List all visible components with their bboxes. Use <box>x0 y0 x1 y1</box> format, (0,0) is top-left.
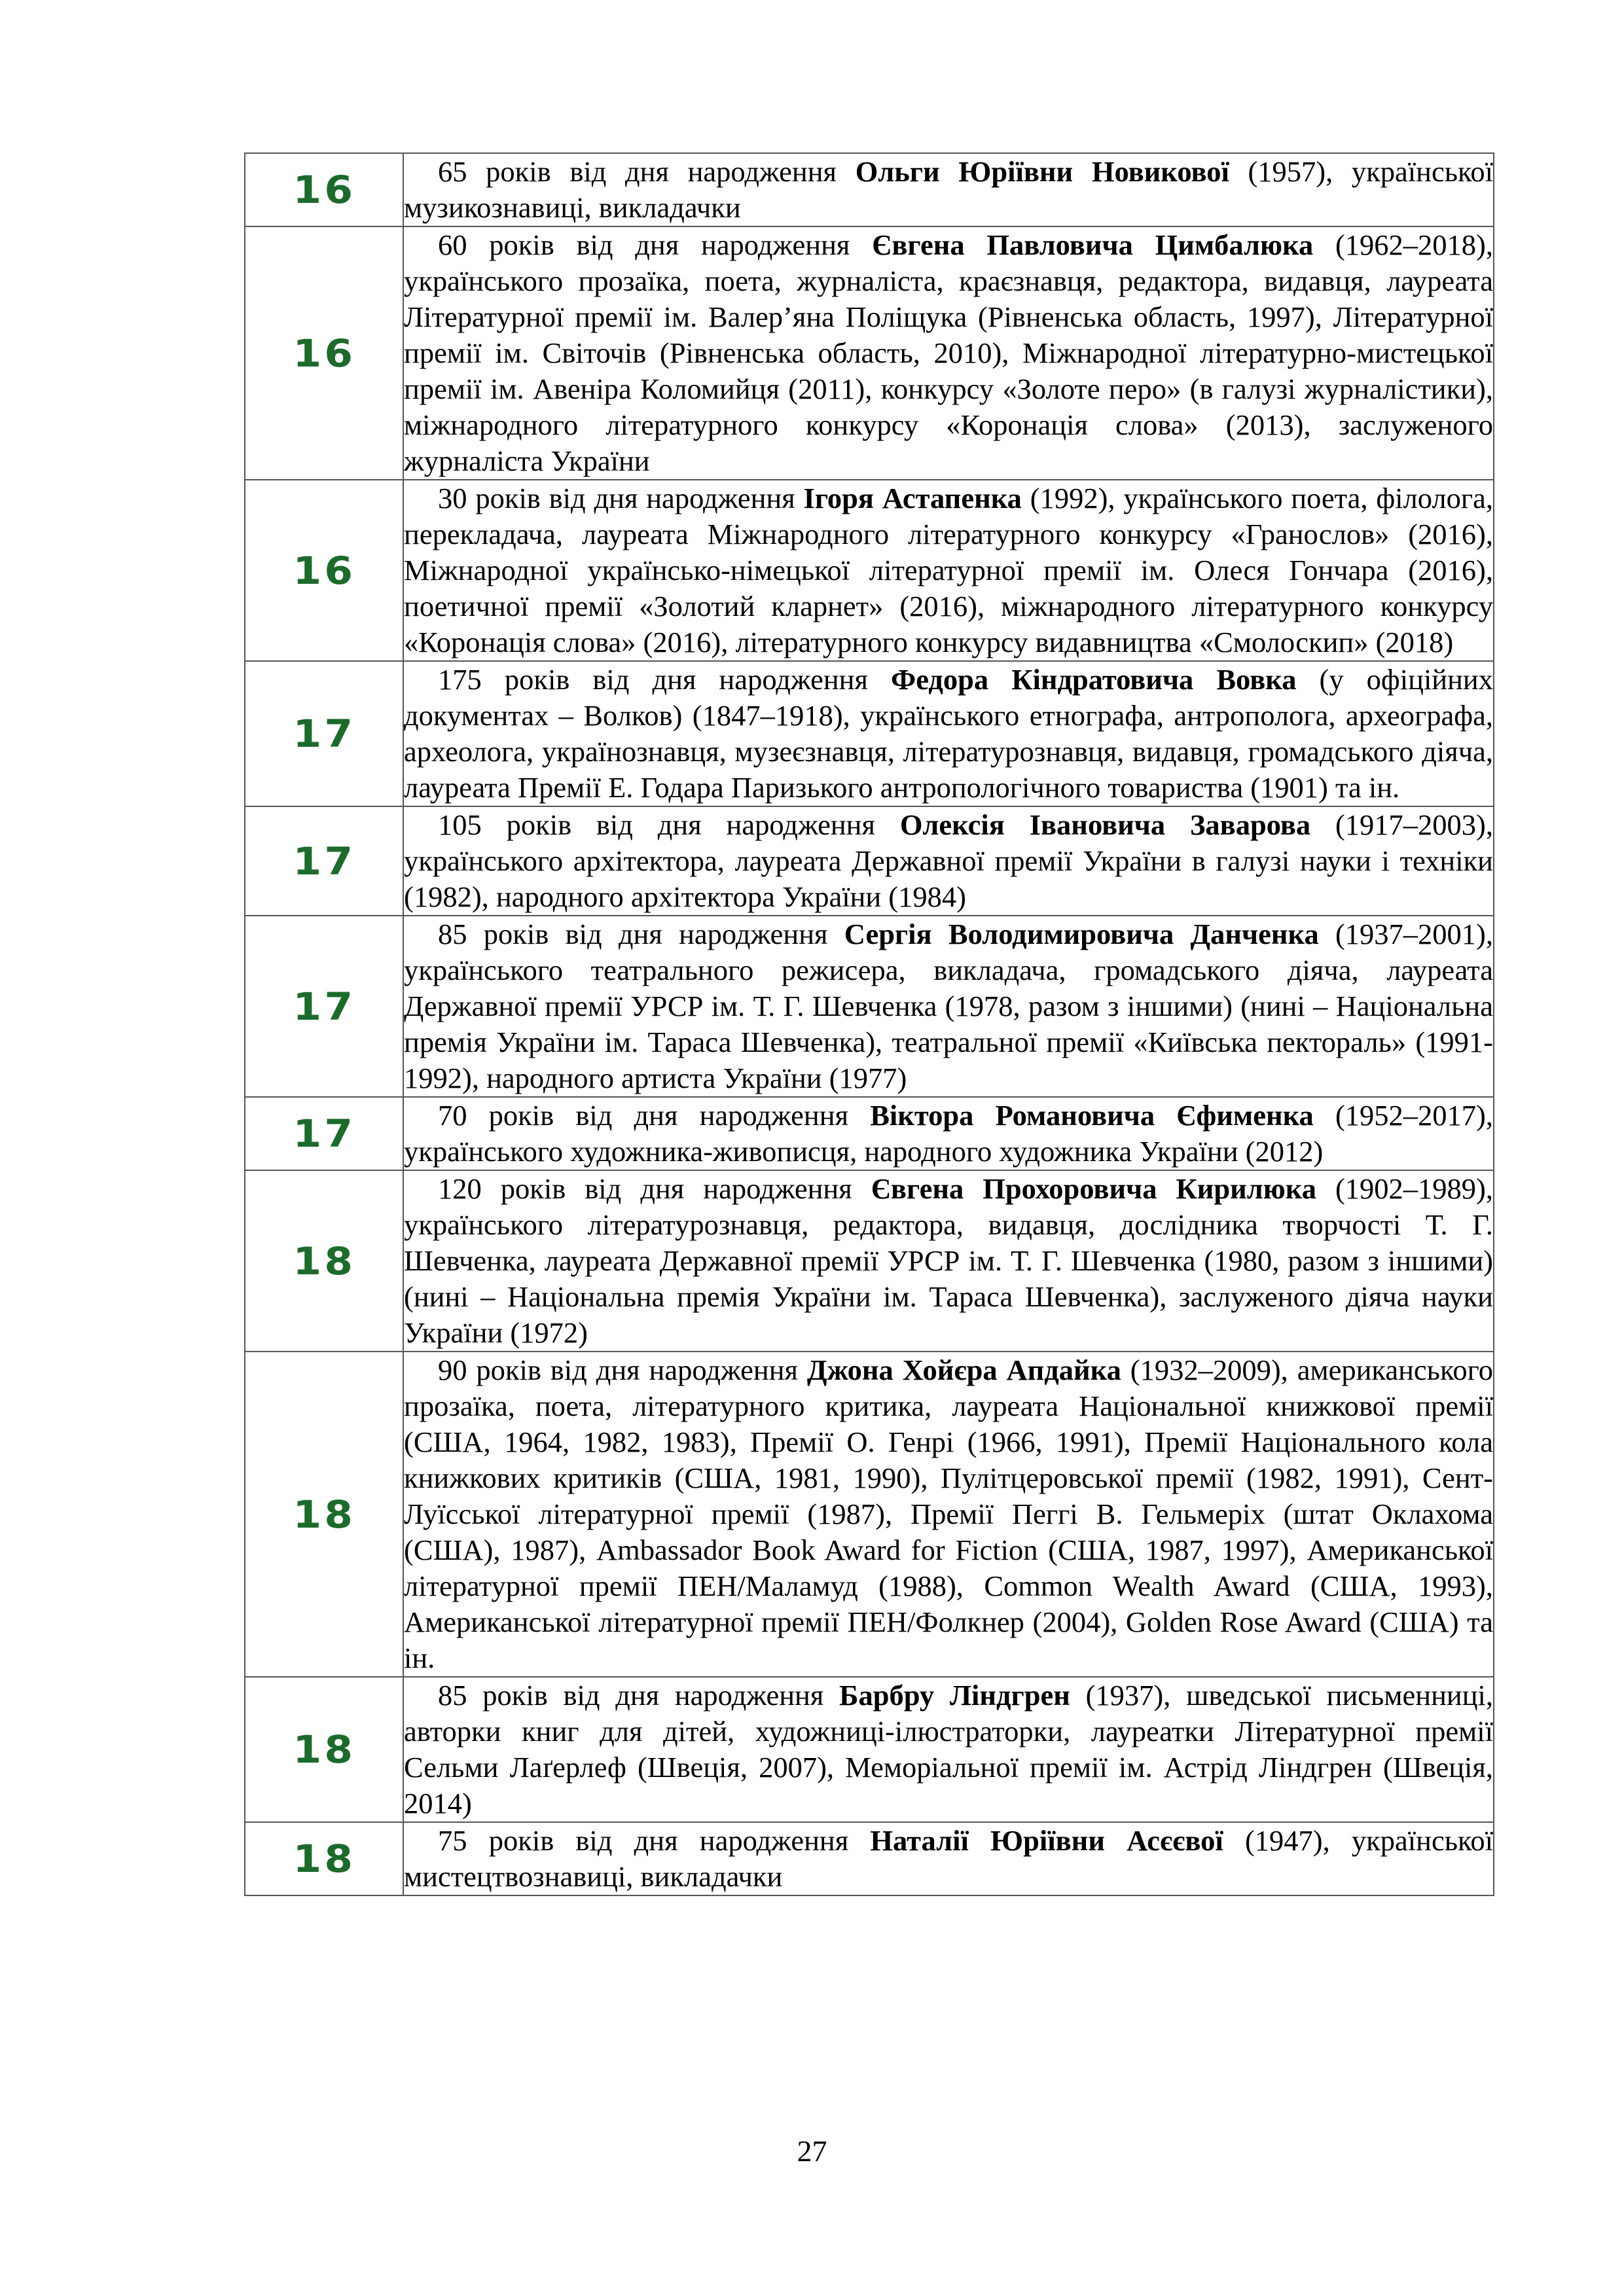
entry-details: (1937–2001), українського театрального режисера, викладача, громадського діяча, лауреата Державної премії УРСР ім. Т. Г. Шевченка (1978, разом з іншими) (нині – Національна премія України ім. Тараса Шевченка), театральної премії «Київська пектораль» (1991-1992), народного артиста України (1977) <box>404 918 1494 1094</box>
date-cell <box>245 1097 403 1170</box>
table-row <box>245 661 1494 806</box>
entry-details: (1957), української музикознавиці, викладачки <box>404 155 1493 224</box>
entry-text <box>404 1098 1493 1170</box>
entry-intro: 175 років від дня народження <box>438 663 892 696</box>
entry-intro: 120 років від дня народження <box>438 1172 871 1205</box>
date-cell <box>245 1677 403 1822</box>
date-cell <box>245 661 403 806</box>
entry-intro: 30 років від дня народження <box>438 482 804 514</box>
entry-details: (1917–2003), українського архітектора, лауреата Державної премії України в галузі науки і техніки (1982), народного архітектора України (1984) <box>404 808 1493 913</box>
entry-intro: 70 років від дня народження <box>438 1099 871 1132</box>
page-number: 27 <box>797 2134 827 2168</box>
entry-text <box>404 480 1493 660</box>
table-row <box>245 1352 1494 1677</box>
date-number: 17 <box>293 838 355 884</box>
entry-intro: 90 років від дня народження <box>438 1354 807 1386</box>
person-name: Федора Кіндратовича Вовка <box>891 663 1297 696</box>
entry-cell <box>403 153 1494 226</box>
person-name: Барбру Ліндгрен <box>839 1679 1070 1712</box>
entry-details: (1952–2017), українського художника-живописця, народного художника України (2012) <box>404 1099 1493 1168</box>
entry-cell <box>403 226 1494 480</box>
entry-cell <box>403 480 1494 661</box>
entry-text <box>404 1171 1493 1351</box>
entry-text <box>404 1677 1493 1821</box>
table-row <box>245 916 1494 1097</box>
date-cell <box>245 153 403 226</box>
date-number: 18 <box>293 1837 355 1881</box>
date-number: 18 <box>293 1727 355 1772</box>
entry-cell <box>403 1352 1494 1677</box>
entry-details: (1992), українського поета, філолога, перекладача, лауреата Міжнародного літературного конкурсу «Гранослов» (2016), Міжнародної українсько-німецької літературної премії ім. Олеся Гончара (2016), поетичної премії «Золотий кларнет» (2016), міжнародного літературного конкурсу «Коронація слова» (2016), літературного конкурсу видавництва «Смолоскип» (2018) <box>404 482 1493 658</box>
person-name: Ігоря Астапенка <box>803 482 1022 514</box>
date-number: 16 <box>293 168 355 212</box>
person-name: Віктора Романовича Єфименка <box>870 1099 1314 1132</box>
table-row <box>245 226 1494 480</box>
date-number: 18 <box>293 1492 355 1537</box>
entry-details: (1932–2009), американського прозаїка, поета, літературного критика, лауреата Національної книжкової премії (США, 1964, 1982, 1983), Премії О. Генрі (1966, 1991), Премії Національного кола книжкових критиків (США, 1981, 1990), Пулітцеровської премії (1982, 1991), Сент-Луїсської літературної премії (1987), Премії Пеггі В. Гельмеріх (штат Оклахома (США), 1987), Ambassador Book Award for Fiction (США, 1987, 1997), Американської літературної премії ПЕН/Маламуд (1988), Common Wealth Award (США, 1993), Американської літературної премії ПЕН/Фолкнер (2004), Golden Rose Award (США) та ін. <box>404 1354 1493 1674</box>
entry-cell <box>403 1822 1494 1895</box>
entry-intro: 105 років від дня народження <box>438 808 900 841</box>
entry-text <box>404 662 1493 806</box>
date-cell <box>245 806 403 916</box>
date-cell <box>245 226 403 480</box>
entry-text <box>404 807 1493 915</box>
date-number: 17 <box>293 1111 355 1156</box>
person-name: Олексія Івановича Заварова <box>899 808 1311 841</box>
entry-cell <box>403 1097 1494 1170</box>
date-number: 16 <box>293 548 355 593</box>
person-name: Сергія Володимировича Данченка <box>844 918 1319 950</box>
entry-intro: 85 років від дня народження <box>438 1679 840 1712</box>
date-number: 17 <box>293 711 355 756</box>
entry-cell <box>403 806 1494 916</box>
entry-intro: 75 років від дня народження <box>438 1824 871 1857</box>
person-name: Ольги Юріївни Новикової <box>855 155 1229 188</box>
table-row <box>245 480 1494 661</box>
entry-details: (1902–1989), українського літературознавця, редактора, видавця, дослідника творчості Т. Г. Шевченка, лауреата Державної премії УРСР ім. Т. Г. Шевченка (1980, разом з іншими) (нині – Національна премія України ім. Тараса Шевченка), заслуженого діяча науки України (1972) <box>404 1172 1493 1349</box>
date-cell <box>245 1822 403 1895</box>
person-name: Євгена Павловича Цимбалюка <box>872 228 1314 261</box>
date-number: 17 <box>293 984 355 1029</box>
entry-intro: 60 років від дня народження <box>438 228 873 261</box>
date-cell <box>245 1170 403 1352</box>
entry-text <box>404 1823 1493 1895</box>
date-cell <box>245 916 403 1097</box>
table-row <box>245 1822 1494 1895</box>
table-row <box>245 806 1494 916</box>
date-cell <box>245 1352 403 1677</box>
entry-intro: 85 років від дня народження <box>438 918 844 950</box>
table-row <box>245 1170 1494 1352</box>
entry-text <box>404 916 1493 1096</box>
entry-details: (1937), шведської письменниці, авторки книг для дітей, художниці-ілюстраторки, лауреатки Літературної премії Сельми Лаґерлеф (Швеція, 2007), Меморіальної премії ім. Астрід Ліндгрен (Швеція, 2014) <box>404 1679 1494 1820</box>
entry-cell <box>403 1677 1494 1822</box>
person-name: Наталії Юріївни Асєєвої <box>870 1824 1223 1857</box>
entry-intro: 65 років від дня народження <box>438 155 856 188</box>
anniversary-table <box>244 152 1494 1896</box>
entry-cell <box>403 1170 1494 1352</box>
person-name: Євгена Прохоровича Кирилюка <box>871 1172 1316 1205</box>
person-name: Джона Хойєра Апдайка <box>806 1354 1121 1386</box>
date-number: 16 <box>293 331 355 376</box>
date-cell <box>245 480 403 661</box>
entry-details: (1962–2018), українського прозаїка, поета, журналіста, краєзнавця, редактора, видавця, лауреата Літературної премії ім. Валер’яна Поліщука (Рівненська область, 1997), Літературної премії ім. Світочів (Рівненська область, 2010), Міжнародної літературно-мистецької премії ім. Авеніра Коломийця (2011), конкурсу «Золоте перо» (в галузі журналістики), міжнародного літературного конкурсу «Коронація слова» (2013), заслуженого журналіста України <box>404 228 1494 477</box>
entry-text <box>404 154 1493 226</box>
entry-text <box>404 227 1493 479</box>
date-number: 18 <box>293 1238 355 1283</box>
table-row <box>245 153 1494 226</box>
entry-text <box>404 1352 1493 1676</box>
entry-cell <box>403 916 1494 1097</box>
table-row <box>245 1097 1494 1170</box>
table-row <box>245 1677 1494 1822</box>
entry-details: (у офіційних документах – Волков) (1847–1918), українського етнографа, антрополога, археографа, археолога, українознавця, музеєзнавця, літературознавця, видавця, громадського діяча, лауреата Премії Е. Годара Паризького антропологічного товариства (1901) та ін. <box>404 663 1493 804</box>
entry-cell <box>403 661 1494 806</box>
entry-details: (1947), української мистецтвознавиці, викладачки <box>404 1824 1493 1893</box>
